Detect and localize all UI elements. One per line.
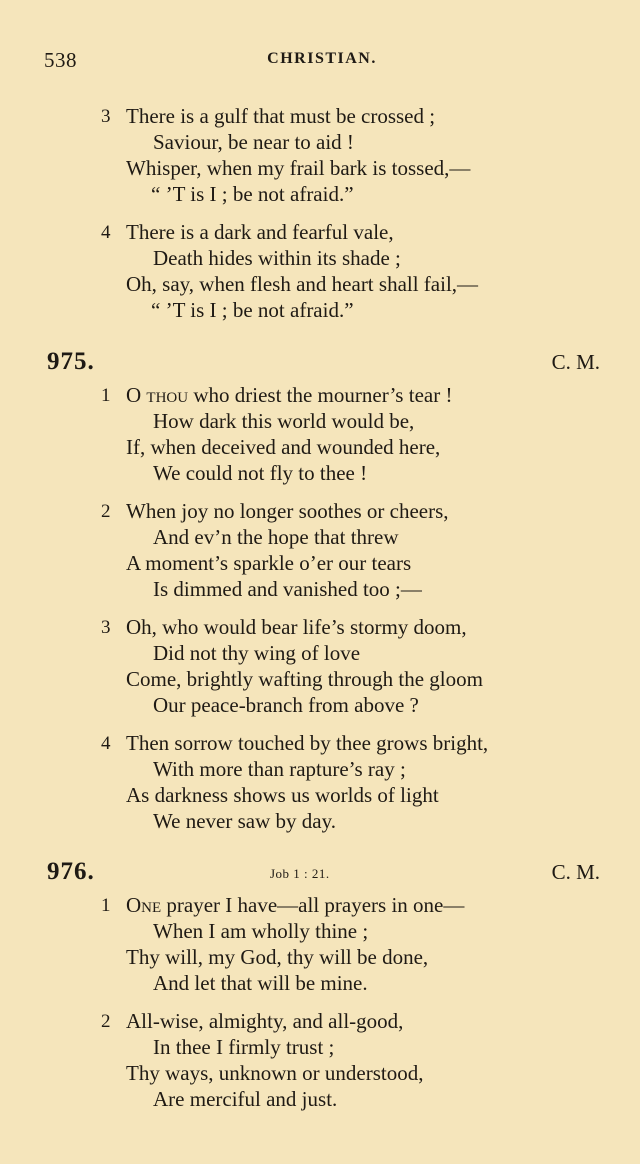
hymn-number: 976. bbox=[47, 858, 95, 885]
verse-line: “ ’T is I ; be not afraid.” bbox=[151, 298, 354, 322]
verse-number: 4 bbox=[101, 733, 111, 754]
verse-line: In thee I firmly trust ; bbox=[153, 1035, 335, 1059]
verse-line: We could not fly to thee ! bbox=[153, 461, 368, 485]
verse-line: And let that will be mine. bbox=[153, 971, 368, 995]
running-title: CHRISTIAN. bbox=[267, 50, 377, 67]
verse-line: When joy no longer soothes or cheers, bbox=[126, 499, 449, 523]
verse-line: As darkness shows us worlds of light bbox=[126, 783, 439, 807]
verse-line: How dark this world would be, bbox=[153, 409, 415, 433]
verse-line: Thy ways, unknown or understood, bbox=[126, 1061, 424, 1085]
verse-line: With more than rapture’s ray ; bbox=[153, 757, 406, 781]
verse-number: 3 bbox=[101, 106, 111, 127]
verse-line: Whisper, when my frail bark is tossed,— bbox=[126, 156, 471, 180]
verse-initial: O thou bbox=[126, 383, 189, 407]
verse-line: Come, brightly wafting through the gloom bbox=[126, 667, 483, 691]
scripture-reference: Job 1 : 21. bbox=[270, 866, 330, 881]
verse-line: And ev’n the hope that threw bbox=[153, 525, 399, 549]
verse-line: Is dimmed and vanished too ;— bbox=[153, 577, 422, 601]
verse-line: Did not thy wing of love bbox=[153, 641, 361, 665]
verse-line: If, when deceived and wounded here, bbox=[126, 435, 441, 459]
verse-initial: One bbox=[126, 893, 162, 917]
hymn-meter: C. M. bbox=[551, 860, 600, 884]
verse-line: There is a dark and fearful vale, bbox=[126, 220, 394, 244]
verse-line bbox=[126, 382, 452, 408]
verse-line: Thy will, my God, thy will be done, bbox=[126, 945, 429, 969]
verse-number: 2 bbox=[101, 1011, 111, 1032]
verse-line: Death hides within its shade ; bbox=[153, 246, 401, 270]
verse-line: Saviour, be near to aid ! bbox=[153, 130, 354, 154]
verse-number: 1 bbox=[101, 895, 111, 916]
verse-line: Oh, say, when flesh and heart shall fail,— bbox=[126, 272, 479, 296]
verse-line: A moment’s sparkle o’er our tears bbox=[126, 551, 412, 575]
verse-line: “ ’T is I ; be not afraid.” bbox=[151, 182, 354, 206]
verse-line: All-wise, almighty, and all-good, bbox=[126, 1009, 404, 1033]
verse-line: When I am wholly thine ; bbox=[153, 919, 369, 943]
verse-line-rest: prayer I have—all prayers in one— bbox=[161, 893, 465, 917]
page-number: 538 bbox=[44, 48, 77, 72]
verse-line: Our peace-branch from above ? bbox=[153, 693, 419, 717]
verse-number: 4 bbox=[101, 222, 111, 243]
verse-number: 3 bbox=[101, 617, 111, 638]
running-head bbox=[44, 48, 600, 74]
verse-line: Are merciful and just. bbox=[153, 1087, 338, 1111]
verse-line: There is a gulf that must be crossed ; bbox=[126, 104, 436, 128]
verse-line-rest: who driest the mourner’s tear ! bbox=[188, 383, 453, 407]
verse-line: We never saw by day. bbox=[153, 809, 336, 833]
verse-line bbox=[126, 892, 464, 918]
hymn-number: 975. bbox=[47, 348, 95, 375]
hymn-meter: C. M. bbox=[551, 350, 600, 374]
verse-number: 1 bbox=[101, 385, 111, 406]
verse-number: 2 bbox=[101, 501, 111, 522]
verse-line: Then sorrow touched by thee grows bright, bbox=[126, 731, 489, 755]
verse-line: Oh, who would bear life’s stormy doom, bbox=[126, 615, 467, 639]
